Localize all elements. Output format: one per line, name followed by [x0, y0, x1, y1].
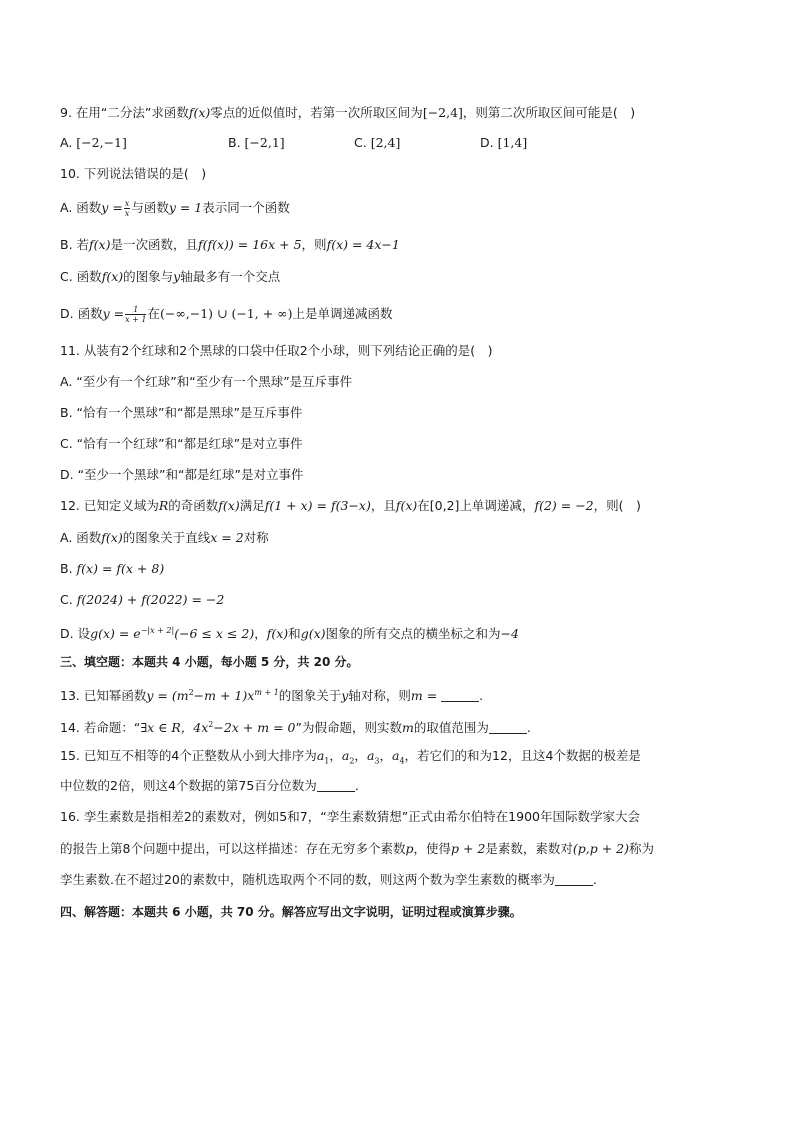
question-10-stem: 10. 下列说法错误的是( ): [60, 166, 207, 181]
question-13: 13. 已知幂函数$y = (m^2-m + 1)x^{m + 1}$的图象关于y轴对称，则m = .: [60, 688, 484, 704]
q13-answer-blank[interactable]: [441, 689, 479, 702]
q9-interval: [−2,4]: [422, 105, 463, 120]
q12-option-c[interactable]: C. f(2024) + f(2022) = −2: [60, 592, 225, 607]
question-12-stem: 12. 已知定义域为R的奇函数f(x)满足f(1 + x) = f(3−x)，且f(x)在[0,2]上单调递减，f(2) = −2，则( ): [60, 498, 641, 513]
section-3-heading: 三、填空题：本题共 4 小题，每小题 5 分，共 20 分。: [60, 655, 359, 669]
q11-option-d[interactable]: D. “至少一个黑球”和“都是红球”是对立事件: [60, 467, 304, 482]
q9-function: f(x): [188, 105, 211, 120]
q10-option-c[interactable]: C. 函数f(x)的图象与y轴最多有一个交点: [60, 269, 281, 284]
q9-text: ，则第二次所取区间可能是( ): [462, 105, 636, 120]
question-16-line-3: 孪生素数.在不超过20的素数中，随机选取两个不同的数，则这两个数为孪生素数的概率为 .: [60, 872, 597, 887]
q12-option-d[interactable]: D. 设$g(x) = e^{-|x + 2|}(-6 \le x \le 2)$，f(x)和g(x)图象的所有交点的横坐标之和为−4: [60, 626, 519, 642]
question-15-line-1: 15. 已知互不相等的4个正整数从小到大排序为$a_1$，$a_2$，$a_3$，$a_4$，若它们的和为12，且这4个数据的极差是: [60, 748, 641, 766]
q10-option-a[interactable]: A. 函数y = $\frac{x}{x}$ 与函数y = 1表示同一个函数: [60, 199, 290, 218]
section-4-heading: 四、解答题：本题共 6 小题，共 70 分。解答应写出文字说明，证明过程或演算步骤。: [60, 905, 522, 919]
q9-option-c[interactable]: C. [2,4]: [354, 135, 401, 150]
question-15-line-2: 中位数的2倍，则这4个数据的第75百分位数为 .: [60, 778, 359, 793]
q9-option-d[interactable]: D. [1,4]: [480, 135, 528, 150]
question-16-line-2: 的报告上第8个问题中提出，可以这样描述：存在无穷多个素数p，使得p + 2是素数，素数对(p,p + 2)称为: [60, 841, 655, 856]
question-9-stem: [60, 104, 734, 122]
q14-answer-blank[interactable]: [489, 721, 527, 734]
q10-a-fraction: $\frac{x}{x}$: [124, 199, 130, 218]
q12-option-b[interactable]: B. f(x) = f(x + 8): [60, 561, 165, 576]
question-14: 14. 若命题：“∃x ∈ R，$4x^2-2x + m = 0$”为假命题，则实数m的取值范围为 .: [60, 720, 531, 736]
q9-option-a[interactable]: A. [−2,−1]: [60, 135, 127, 150]
q12-option-a[interactable]: A. 函数f(x)的图象关于直线x = 2对称: [60, 530, 269, 545]
q9-text: 零点的近似值时，若第一次所取区间为: [210, 105, 423, 120]
q11-option-a[interactable]: A. “至少有一个红球”和“至少有一个黑球”是互斥事件: [60, 374, 353, 389]
q9-text: 9. 在用“二分法”求函数: [60, 105, 189, 120]
q10-option-b[interactable]: B. 若f(x)是一次函数，且f(f(x)) = 16x + 5，则f(x) = 4x−1: [60, 237, 400, 252]
question-16-line-1: 16. 孪生素数是指相差2的素数对，例如5和7，“孪生素数猜想”正式由希尔伯特在1900年国际数学家大会: [60, 809, 640, 824]
q10-d-fraction: $\frac{1}{x + 1}$: [125, 305, 147, 324]
q16-answer-blank[interactable]: [555, 873, 593, 886]
question-11-stem: 11. 从装有2个红球和2个黑球的口袋中任取2个小球，则下列结论正确的是( ): [60, 343, 493, 358]
q15-answer-blank[interactable]: [317, 779, 355, 792]
q11-option-c[interactable]: C. “恰有一个红球”和“都是红球”是对立事件: [60, 436, 303, 451]
q11-option-b[interactable]: B. “恰有一个黑球”和“都是黑球”是互斥事件: [60, 405, 303, 420]
q9-option-b[interactable]: B. [−2,1]: [228, 135, 285, 150]
q10-option-d[interactable]: D. 函数y = $\frac{1}{x + 1}$ 在(−∞,−1) ∪ (−1, + ∞)上是单调递减函数: [60, 305, 393, 324]
